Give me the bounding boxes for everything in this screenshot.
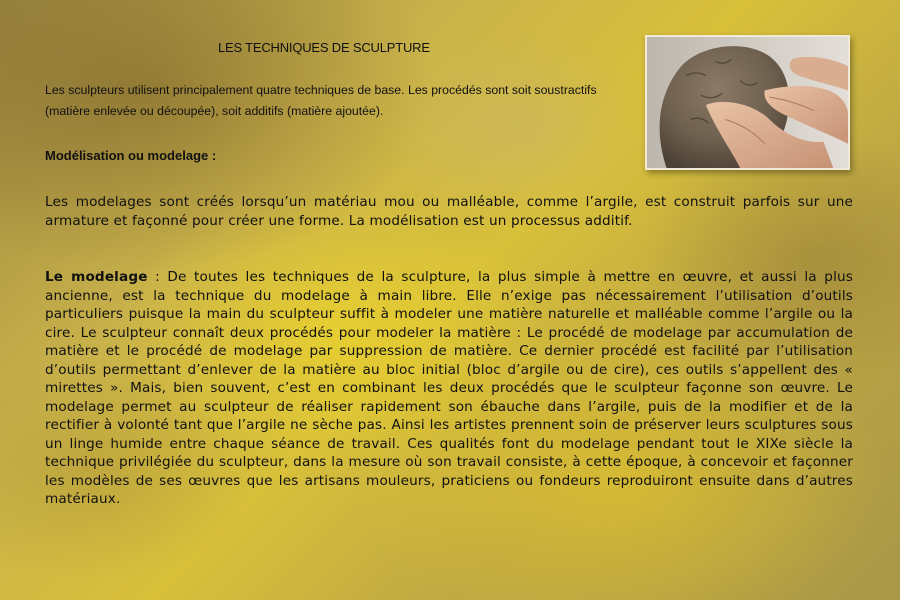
intro-paragraph: Les sculpteurs utilisent principalement quatre techniques de base. Les procédés sont soit soustractifs (matière enlevée ou découpée), soit additifs (matière ajoutée). <box>45 83 597 118</box>
sculpting-hands-photo <box>645 35 850 170</box>
section-subheading: Modélisation ou modelage : <box>45 148 217 163</box>
paragraph-body-text: : De toutes les techniques de la sculpture, la plus simple à mettre en œuvre, et aussi la plus ancienne, est la technique du modelage à main libre. Elle n’exige pas nécessairement l’utilisation d’outils particuliers puisque la main du sculpteur suffit à modeler une matière naturelle et malléable comme l’argile ou la cire. Le sculpteur connaît deux procédés pour modeler la matière : Le procédé de modelage par accumulation de matière et le procédé de modelage par suppression de matière. Ce dernier procédé est facilité par l’utilisation d’outils permettant d’enlever de la matière au bloc initial (bloc d’argile ou de cire), ces outils s’appellent des « mirettes ». Mais, bien souvent, c’est en combinant les deux procédés que le sculpteur façonne son œuvre. Le modelage permet au sculpteur de réaliser rapidement son ébauche dans l’argile, puis de la modifier et de la rectifier à volonté tant que l’argile ne sèche pas. Ainsi les artistes prennent soin de préserver leurs sculptures sous un linge humide entre chaque séance de travail. Ces qualités font du modelage pendant tout le XIXe siècle la technique privilégiée du sculpteur, dans la mesure où son travail consiste, à cette époque, à concevoir et façonner les modèles de ses œuvres que les artisans mouleurs, praticiens ou fondeurs reproduiront ensuite dans d’autres matériaux. <box>45 269 853 507</box>
paragraph-lead-term: Le modelage <box>45 269 148 285</box>
photo-illustration <box>647 37 848 168</box>
modelage-definition-paragraph: Les modelages sont créés lorsqu’un matériau mou ou malléable, comme l’argile, est construit parfois sur une armature et façonné pour créer une forme. La modélisation est un processus additif. <box>45 194 853 229</box>
modelage-detail-paragraph <box>45 268 853 509</box>
page-title: LES TECHNIQUES DE SCULPTURE <box>218 40 430 55</box>
